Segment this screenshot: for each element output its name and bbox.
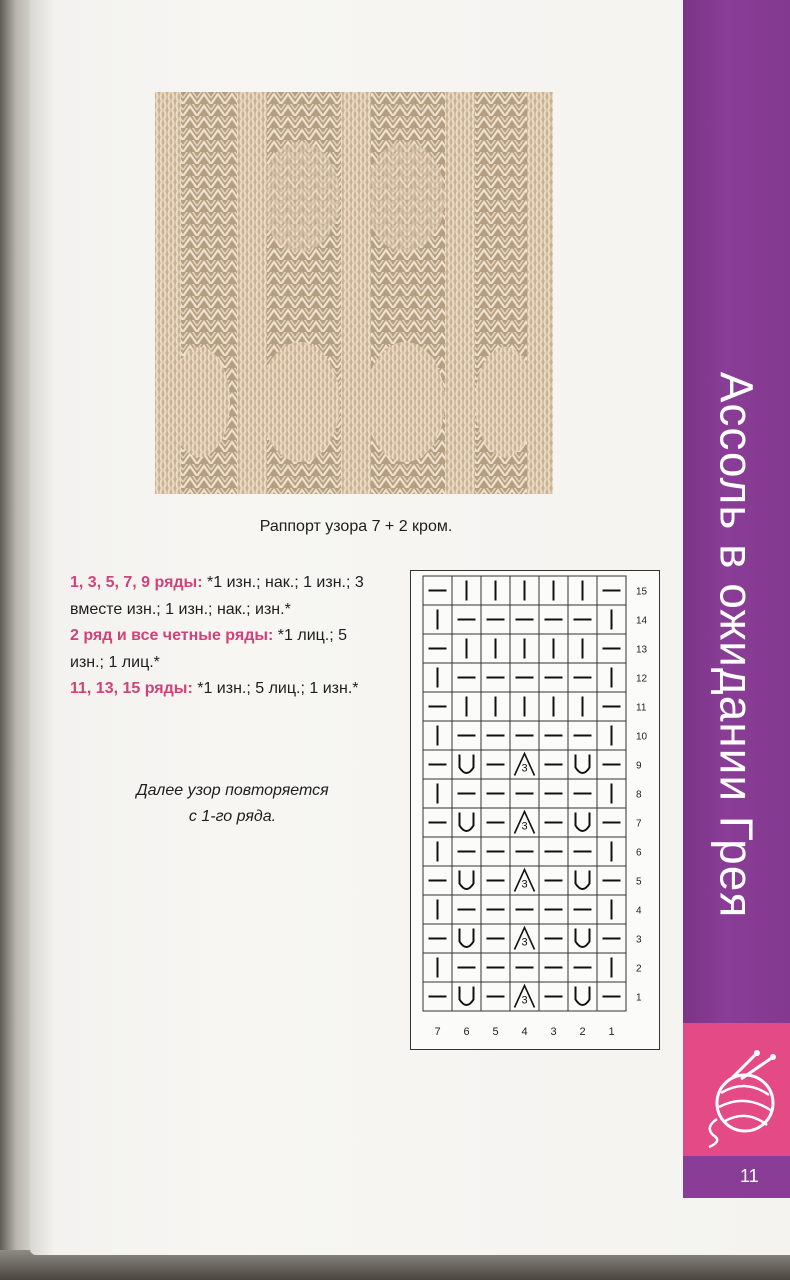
yarn-over-symbol xyxy=(460,987,474,1006)
yarn-over-symbol xyxy=(576,813,590,832)
yarn-over-symbol xyxy=(576,929,590,948)
instruction-text: *1 изн.; 5 лиц.; 1 изн.* xyxy=(192,680,359,697)
repeat-note xyxy=(100,778,365,830)
chart-cell xyxy=(568,982,597,1011)
chart-row-number: 3 xyxy=(636,934,642,946)
chart-column-number: 5 xyxy=(492,1026,499,1038)
purl-3-together-label: 3 xyxy=(521,994,528,1007)
chart-column-number: 2 xyxy=(579,1026,586,1038)
instruction-even-rows xyxy=(70,623,380,676)
chart-cell xyxy=(568,924,597,953)
purl-3-together-label: 3 xyxy=(521,762,528,775)
chart-row-number: 6 xyxy=(636,847,642,859)
purl-3-together-label: 3 xyxy=(521,820,528,833)
chart-cell xyxy=(452,866,481,895)
chart-row-number: 12 xyxy=(636,673,648,685)
pattern-repeat-caption: Раппорт узора 7 + 2 кром. xyxy=(259,518,453,535)
chart-row-number: 14 xyxy=(636,615,648,627)
chart-cell xyxy=(568,866,597,895)
chart-row-number: 7 xyxy=(636,818,642,830)
knitting-sample-photo xyxy=(155,92,553,494)
purl-3-together-label: 3 xyxy=(521,878,528,891)
chart-column-number: 7 xyxy=(434,1026,441,1038)
instruction-text: *1 лиц.; 5 изн.; 1 лиц.* xyxy=(70,627,348,671)
page-number: 11 xyxy=(740,1166,759,1186)
chart-row-number: 15 xyxy=(636,586,648,598)
repeat-note-line1: Далее узор повторяется xyxy=(136,782,329,799)
instruction-top-rows xyxy=(70,676,380,703)
yarn-over-symbol xyxy=(576,755,590,774)
purl-3-together-label: 3 xyxy=(521,936,528,949)
knitting-chart-frame xyxy=(410,570,660,1050)
chart-cell xyxy=(568,808,597,837)
chart-row-number: 8 xyxy=(636,789,642,801)
chart-column-number: 6 xyxy=(463,1026,470,1038)
page-number-bar xyxy=(683,1156,790,1198)
chapter-title-wrap xyxy=(683,300,790,990)
chart-row-number: 13 xyxy=(636,644,648,656)
chart-column-number: 1 xyxy=(608,1026,615,1038)
instruction-text: *1 изн.; нак.; 1 изн.; 3 вместе изн.; 1 изн.; нак.; изн.* xyxy=(70,574,364,618)
yarn-over-symbol xyxy=(460,929,474,948)
knitting-instructions xyxy=(70,570,380,703)
yarn-ball-icon xyxy=(683,1023,790,1156)
chart-column-number: 4 xyxy=(521,1026,528,1038)
chart-cell xyxy=(452,924,481,953)
yarn-over-symbol xyxy=(460,813,474,832)
instruction-label: 2 ряд и все четные ряды: xyxy=(70,627,274,644)
knitting-chart xyxy=(411,571,659,1049)
chart-row-number: 5 xyxy=(636,876,642,888)
repeat-note-line2: с 1-го ряда. xyxy=(188,808,277,825)
chart-column-number: 3 xyxy=(550,1026,557,1038)
yarn-over-symbol xyxy=(576,871,590,890)
chart-cell xyxy=(568,750,597,779)
chart-row-number: 10 xyxy=(636,731,648,743)
instruction-odd-rows xyxy=(70,570,380,623)
chart-cell xyxy=(452,750,481,779)
instruction-label: 11, 13, 15 ряды: xyxy=(70,680,193,697)
chart-row-number: 2 xyxy=(636,963,642,975)
chart-row-number: 11 xyxy=(636,702,647,714)
chart-row-number: 9 xyxy=(636,760,642,772)
chart-cell xyxy=(452,808,481,837)
chart-cell xyxy=(452,982,481,1011)
yarn-over-symbol xyxy=(576,987,590,1006)
yarn-over-symbol xyxy=(460,871,474,890)
yarn-over-symbol xyxy=(460,755,474,774)
chart-row-number: 1 xyxy=(636,992,642,1004)
chart-row-number: 4 xyxy=(636,905,642,917)
instruction-label: 1, 3, 5, 7, 9 ряды: xyxy=(70,574,203,591)
yarn-logo-block xyxy=(683,1023,790,1156)
chapter-title: Ассоль в ожидании Грея xyxy=(710,371,763,919)
